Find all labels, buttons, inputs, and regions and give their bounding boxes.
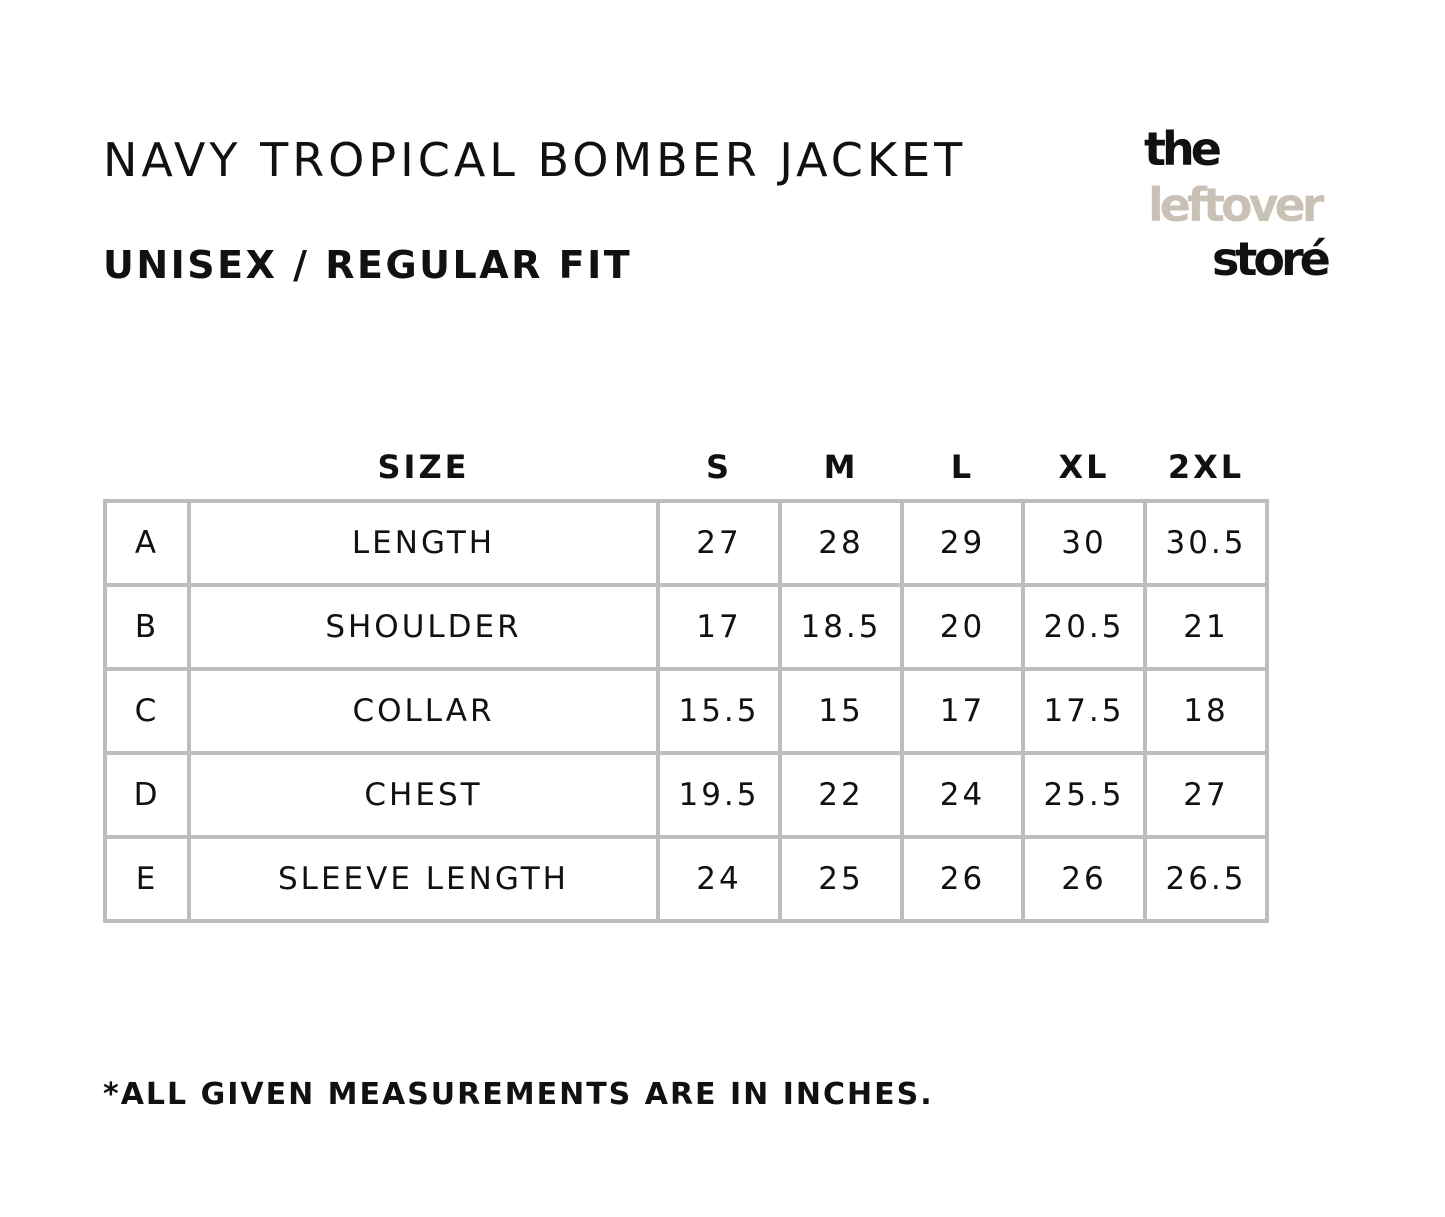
table-row [105,501,1267,585]
value-s: 19.5 [658,753,780,837]
value-s: 17 [658,585,780,669]
header-cell-size: SIZE [377,448,470,486]
value-2xl: 21 [1145,585,1267,669]
size-chart-table [103,435,1269,923]
logo-line-leftover: leftover [1148,178,1321,232]
measurement-name: COLLAR [189,669,658,753]
value-xl: 30 [1023,501,1145,585]
measurement-name: LENGTH [189,501,658,585]
header-cell-s: S [705,448,733,486]
value-m: 25 [780,837,902,921]
measurement-name: CHEST [189,753,658,837]
value-s: 15.5 [658,669,780,753]
value-2xl: 18 [1145,669,1267,753]
value-l: 26 [902,837,1023,921]
value-m: 28 [780,501,902,585]
logo-line-store: storé [1212,232,1327,286]
measurement-name: SHOULDER [189,585,658,669]
table-row [105,585,1267,669]
value-xl: 20.5 [1023,585,1145,669]
value-l: 29 [902,501,1023,585]
value-xl: 25.5 [1023,753,1145,837]
measurement-name: SLEEVE LENGTH [189,837,658,921]
value-2xl: 30.5 [1145,501,1267,585]
header-cell-code [105,435,189,501]
header-cell-xl: XL [1058,448,1110,486]
logo-line-the: the [1144,122,1218,176]
table-row [105,753,1267,837]
value-l: 17 [902,669,1023,753]
value-m: 22 [780,753,902,837]
row-code: E [105,837,189,921]
fit-subtitle: UNISEX / REGULAR FIT [103,243,633,287]
brand-logo [1140,120,1350,290]
value-s: 27 [658,501,780,585]
table-row [105,837,1267,921]
header-cell-2xl: 2XL [1167,448,1245,486]
value-l: 20 [902,585,1023,669]
page-title: NAVY TROPICAL BOMBER JACKET [103,133,967,187]
value-m: 15 [780,669,902,753]
header-cell-m: M [823,448,859,486]
value-xl: 17.5 [1023,669,1145,753]
header-cell-l: L [950,448,975,486]
row-code: D [105,753,189,837]
row-code: B [105,585,189,669]
value-2xl: 27 [1145,753,1267,837]
value-2xl: 26.5 [1145,837,1267,921]
value-m: 18.5 [780,585,902,669]
row-code: C [105,669,189,753]
measurement-footnote: *ALL GIVEN MEASUREMENTS ARE IN INCHES. [103,1077,934,1112]
value-xl: 26 [1023,837,1145,921]
value-l: 24 [902,753,1023,837]
value-s: 24 [658,837,780,921]
row-code: A [105,501,189,585]
table-header-row [105,435,1267,501]
table-row [105,669,1267,753]
